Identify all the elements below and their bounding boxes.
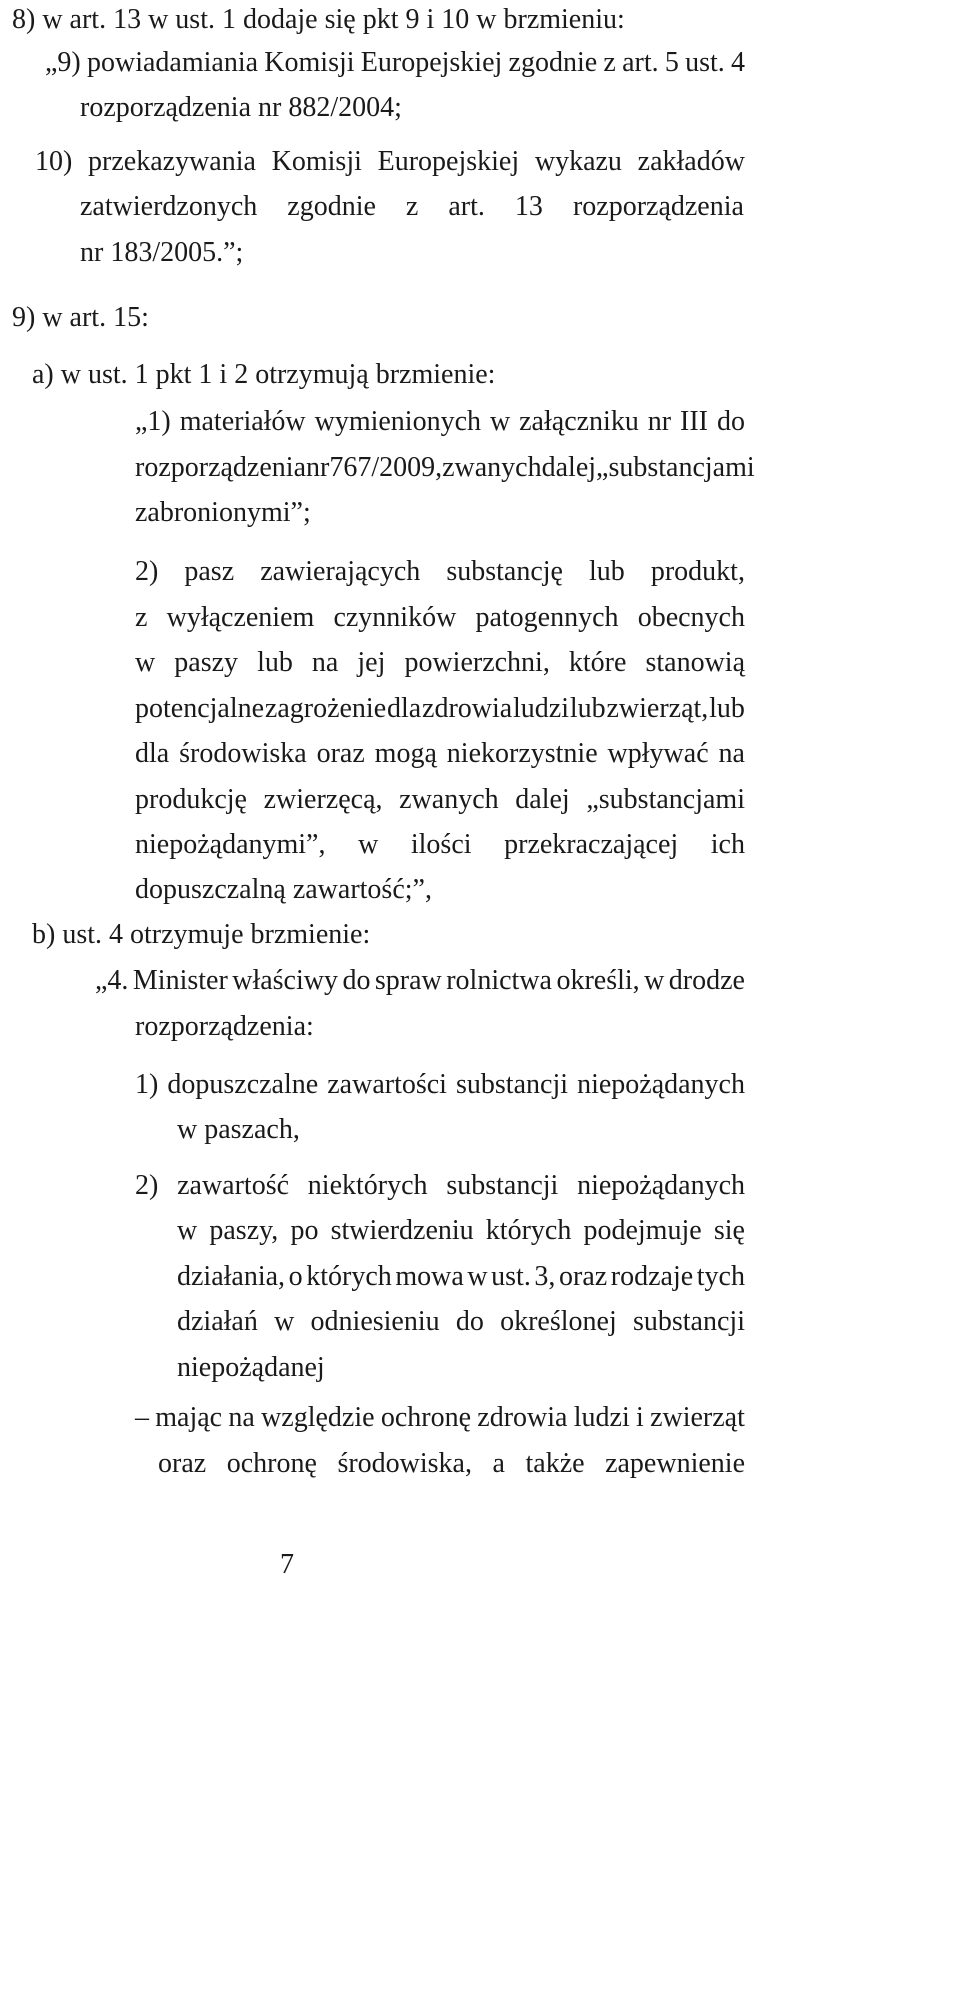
ust-4-line-2: rozporządzenia:: [135, 1011, 314, 1042]
sub-point-1-line-1: „1) materiałów wymienionych w załączniku nr III do: [135, 406, 745, 437]
point-10-line-2: zatwierdzonych zgodnie z art. 13 rozporządzenia: [80, 191, 744, 222]
sub-point-1-line-3: zabronionymi”;: [135, 497, 311, 528]
sub-point-2-line-3: w paszy lub na jej powierzchni, które stanowią: [135, 647, 745, 678]
subitem-b-heading: b) ust. 4 otrzymuje brzmienie:: [32, 919, 371, 950]
point-9-line-1: „9) powiadamiania Komisji Europejskiej zgodnie z art. 5 ust. 4: [45, 47, 745, 78]
subitem-a-heading: a) w ust. 1 pkt 1 i 2 otrzymują brzmienie:: [32, 359, 496, 390]
item-8-line: 8) w art. 13 w ust. 1 dodaje się pkt 9 i 10 w brzmieniu:: [12, 4, 625, 35]
sub-point-2-line-7: niepożądanymi”, w ilości przekraczającej ich: [135, 829, 745, 860]
sub-point-2-line-4: potencjalne zagrożenie dla zdrowia ludzi lub zwierząt, lub: [135, 693, 745, 724]
ust-4-point-1-line-1: 1) dopuszczalne zawartości substancji niepożądanych: [135, 1069, 745, 1100]
sub-point-1-line-2: rozporządzenia nr 767/2009, zwanych dalej „substancjami: [135, 452, 755, 483]
ust-4-point-2-line-2: w paszy, po stwierdzeniu których podejmuje się: [177, 1215, 745, 1246]
ust-4-point-2-line-1: 2) zawartość niektórych substancji niepożądanych: [135, 1170, 745, 1201]
closing-line-2: oraz ochronę środowiska, a także zapewnienie: [158, 1448, 745, 1479]
sub-point-2-line-1: 2) pasz zawierających substancję lub produkt,: [135, 556, 745, 587]
ust-4-point-2-line-3: działania, o których mowa w ust. 3, oraz rodzaje tych: [177, 1261, 745, 1292]
point-10-line-1: 10) przekazywania Komisji Europejskiej wykazu zakładów: [35, 146, 745, 177]
ust-4-point-2-line-5: niepożądanej: [177, 1352, 325, 1383]
page-number: 7: [280, 1549, 294, 1580]
ust-4-line-1: „4. Minister właściwy do spraw rolnictwa określi, w drodze: [95, 965, 745, 996]
ust-4-point-1-line-2: w paszach,: [177, 1114, 300, 1145]
point-10-line-3: nr 183/2005.”;: [80, 237, 244, 268]
closing-line-1: – mając na względzie ochronę zdrowia ludzi i zwierząt: [135, 1402, 745, 1433]
item-9-heading: 9) w art. 15:: [12, 302, 149, 333]
sub-point-2-line-2: z wyłączeniem czynników patogennych obecnych: [135, 602, 745, 633]
point-9-line-2: rozporządzenia nr 882/2004;: [80, 92, 402, 123]
ust-4-point-2-line-4: działań w odniesieniu do określonej substancji: [177, 1306, 745, 1337]
sub-point-2-line-5: dla środowiska oraz mogą niekorzystnie wpływać na: [135, 738, 745, 769]
sub-point-2-line-6: produkcję zwierzęcą, zwanych dalej „substancjami: [135, 784, 745, 815]
sub-point-2-line-8: dopuszczalną zawartość;”,: [135, 874, 432, 905]
